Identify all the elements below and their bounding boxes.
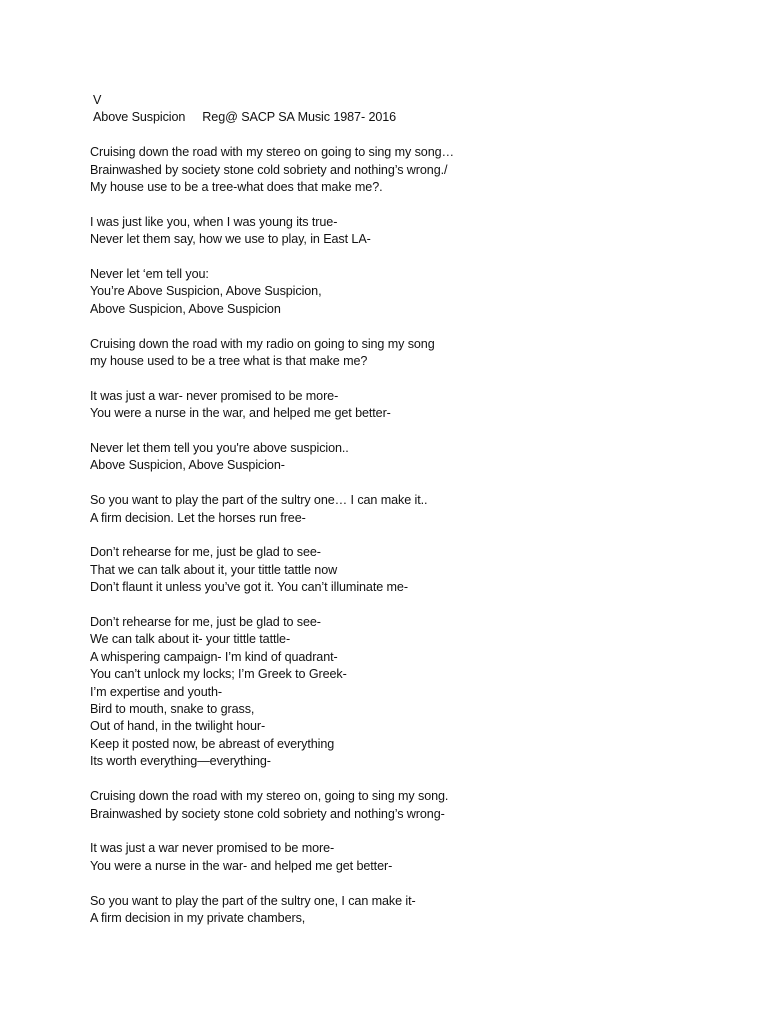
stanza bbox=[90, 840, 690, 875]
stanza bbox=[90, 266, 690, 318]
section-marker: V bbox=[93, 93, 102, 107]
lyric-line: Brainwashed by society stone cold sobriety and nothing’s wrong- bbox=[90, 806, 445, 821]
lyric-line: my house used to be a tree what is that make me? bbox=[90, 354, 368, 369]
stanza-gap bbox=[90, 597, 690, 614]
lyric-line: Cruising down the road with my radio on going to sing my song bbox=[90, 336, 435, 351]
lyric-line: It was just a war never promised to be more- bbox=[90, 841, 335, 856]
lyrics-body bbox=[90, 92, 690, 927]
lyric-line: We can talk about it- your tittle tattle- bbox=[90, 632, 291, 647]
lyric-line: Don’t rehearse for me, just be glad to see- bbox=[90, 545, 321, 560]
lyric-line: You were a nurse in the war- and helped me get better- bbox=[90, 858, 393, 873]
lyric-line: A firm decision. Let the horses run free- bbox=[90, 510, 306, 525]
lyric-line: Cruising down the road with my stereo on, going to sing my song. bbox=[90, 789, 449, 804]
stanza bbox=[90, 492, 690, 527]
stanza bbox=[90, 544, 690, 596]
stanza bbox=[90, 144, 690, 196]
lyric-line: Keep it posted now, be abreast of everything bbox=[90, 736, 335, 751]
stanza-gap bbox=[90, 527, 690, 544]
lyric-line: Cruising down the road with my stereo on going to sing my song… bbox=[90, 145, 455, 160]
stanza bbox=[90, 440, 690, 475]
stanza-list bbox=[90, 144, 690, 927]
lyric-line: I’m expertise and youth- bbox=[90, 684, 222, 699]
lyric-line: Don’t flaunt it unless you’ve got it. You can’t illuminate me- bbox=[90, 580, 408, 595]
stanza-gap bbox=[90, 875, 690, 892]
song-title: Above Suspicion Reg@ SACP SA Music 1987- 2016 bbox=[93, 110, 397, 125]
lyric-line: It was just a war- never promised to be more- bbox=[90, 388, 339, 403]
stanza bbox=[90, 336, 690, 371]
lyric-line: A whispering campaign- I’m kind of quadrant- bbox=[90, 649, 338, 664]
stanza-gap bbox=[90, 423, 690, 440]
stanza bbox=[90, 893, 690, 928]
stanza-gap bbox=[90, 771, 690, 788]
stanza-gap bbox=[90, 249, 690, 266]
lyric-line: You can’t unlock my locks; I’m Greek to Greek- bbox=[90, 667, 347, 682]
stanza-gap bbox=[90, 823, 690, 840]
lyric-line: That we can talk about it, your tittle tattle now bbox=[90, 562, 338, 577]
lyric-line: Its worth everything—everything- bbox=[90, 754, 271, 769]
stanza bbox=[90, 214, 690, 249]
lyric-line: Bird to mouth, snake to grass, bbox=[90, 702, 255, 717]
lyric-line: Don’t rehearse for me, just be glad to see- bbox=[90, 615, 321, 630]
stanza bbox=[90, 614, 690, 771]
lyric-line: You’re Above Suspicion, Above Suspicion, bbox=[90, 284, 322, 299]
lyric-line: You were a nurse in the war, and helped me get better- bbox=[90, 406, 391, 421]
lyric-line: I was just like you, when I was young its true- bbox=[90, 214, 338, 229]
lyric-line: So you want to play the part of the sultry one… I can make it.. bbox=[90, 493, 428, 508]
lyric-line: Never let them tell you you're above suspicion.. bbox=[90, 441, 349, 456]
stanza-gap bbox=[90, 196, 690, 213]
lyric-line: Never let them say, how we use to play, in East LA- bbox=[90, 232, 371, 247]
lyric-line: My house use to be a tree-what does that make me?. bbox=[90, 180, 383, 195]
lyric-line: A firm decision in my private chambers, bbox=[90, 910, 306, 925]
stanza-gap bbox=[90, 475, 690, 492]
stanza bbox=[90, 388, 690, 423]
lyric-line: Never let ‘em tell you: bbox=[90, 267, 209, 282]
lyric-line: Brainwashed by society stone cold sobriety and nothing’s wrong./ bbox=[90, 162, 448, 177]
lyric-line: Above Suspicion, Above Suspicion- bbox=[90, 458, 285, 473]
lyric-line: Above Suspicion, Above Suspicion bbox=[90, 301, 281, 316]
stanza-gap bbox=[90, 370, 690, 387]
stanza-gap bbox=[90, 127, 690, 144]
lyric-line: Out of hand, in the twilight hour- bbox=[90, 719, 266, 734]
lyric-line: So you want to play the part of the sultry one, I can make it- bbox=[90, 893, 416, 908]
stanza-gap bbox=[90, 318, 690, 335]
stanza bbox=[90, 788, 690, 823]
